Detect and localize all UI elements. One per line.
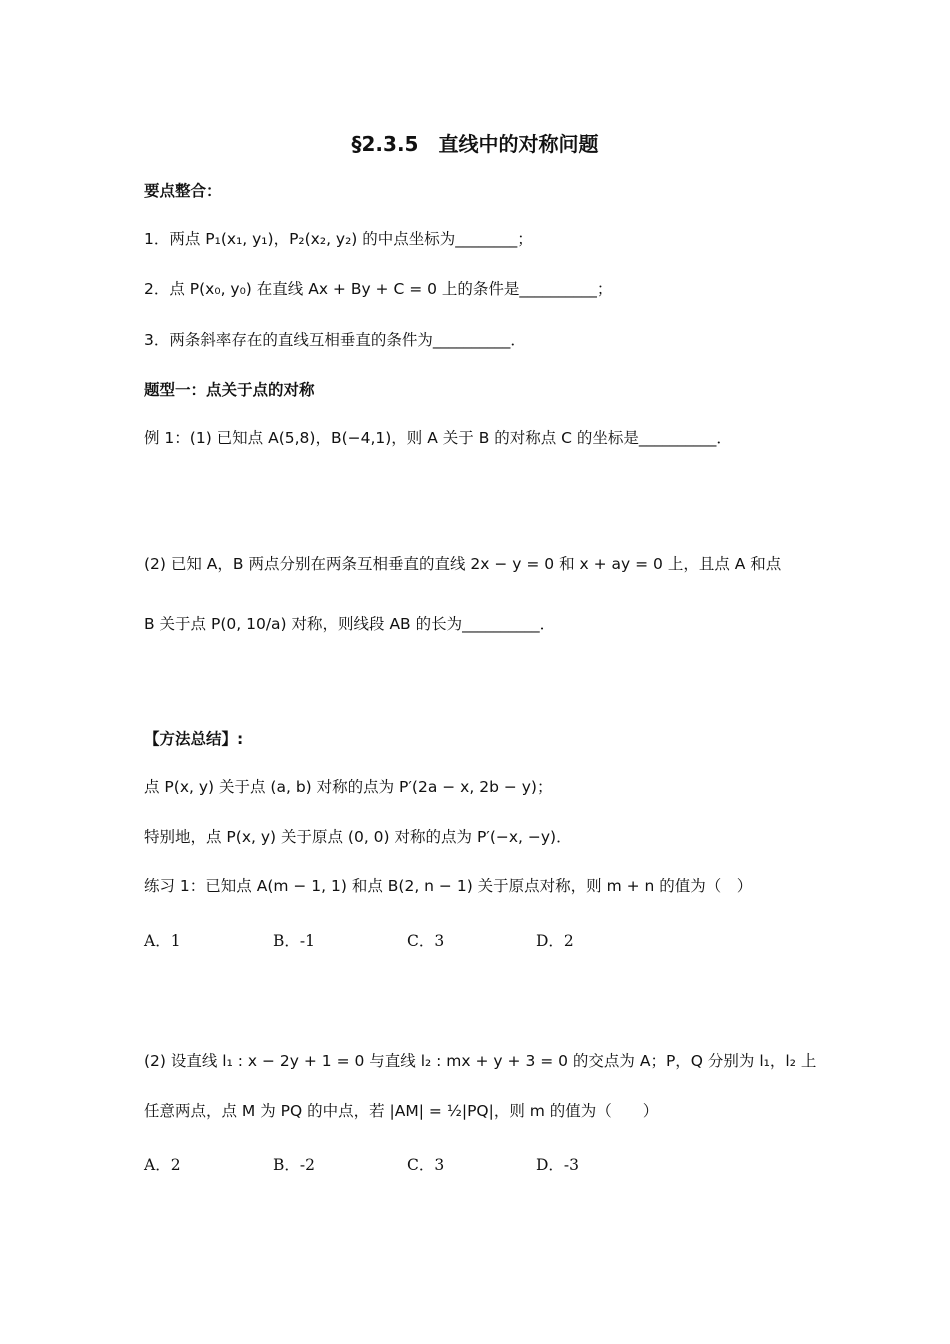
exercise1-q2-line1: (2) 设直线 l₁ : x − 2y + 1 = 0 与直线 l₂ : mx + y + 3 = 0 的交点为 A；P，Q 分别为 l₁，l₂ 上: [144, 1052, 817, 1070]
method-line1: 点 P(x, y) 关于点 (a, b) 对称的点为 P′(2a − x, 2b − y)；: [144, 778, 553, 796]
q1-option-d: D．2: [536, 932, 574, 950]
q1-option-b: B．-1: [273, 932, 315, 950]
type1-heading: 题型一：点关于点的对称: [144, 381, 315, 399]
q1-option-a: A．1: [144, 932, 181, 950]
exercise1-q1: 练习 1：已知点 A(m − 1, 1) 和点 B(2, n − 1) 关于原点对称，则 m + n 的值为（ ）: [144, 877, 753, 895]
example1-part1: 例 1：(1) 已知点 A(5,8)，B(−4,1)，则 A 关于 B 的对称点 C 的坐标是__________．: [144, 429, 732, 447]
method-heading: 【方法总结】:: [144, 730, 244, 748]
method-line2: 特别地，点 P(x, y) 关于原点 (0, 0) 对称的点为 P′(−x, −y)．: [144, 828, 572, 846]
page-title: §2.3.5 直线中的对称问题: [351, 132, 599, 156]
key-point-3: 3．两条斜率存在的直线互相垂直的条件为__________．: [144, 331, 526, 349]
q2-option-c: C．3: [407, 1156, 445, 1174]
q2-option-a: A．2: [144, 1156, 181, 1174]
key-point-1: 1．两点 P₁(x₁, y₁)，P₂(x₂, y₂) 的中点坐标为________；: [144, 230, 533, 248]
example1-part2-line1: (2) 已知 A，B 两点分别在两条互相垂直的直线 2x − y = 0 和 x + ay = 0 上，且点 A 和点: [144, 555, 782, 573]
exercise1-q2-line2: 任意两点，点 M 为 PQ 的中点，若 |AM| = ½|PQ|，则 m 的值为（ ）: [144, 1102, 659, 1120]
q1-option-c: C．3: [407, 932, 445, 950]
q2-option-d: D．-3: [536, 1156, 580, 1174]
q2-option-b: B．-2: [273, 1156, 315, 1174]
key-points-heading: 要点整合：: [144, 182, 222, 200]
example1-part2-line2: B 关于点 P(0, 10/a) 对称，则线段 AB 的长为__________．: [144, 615, 556, 633]
key-point-2: 2．点 P(x₀, y₀) 在直线 Ax + By + C = 0 上的条件是__________；: [144, 280, 613, 298]
